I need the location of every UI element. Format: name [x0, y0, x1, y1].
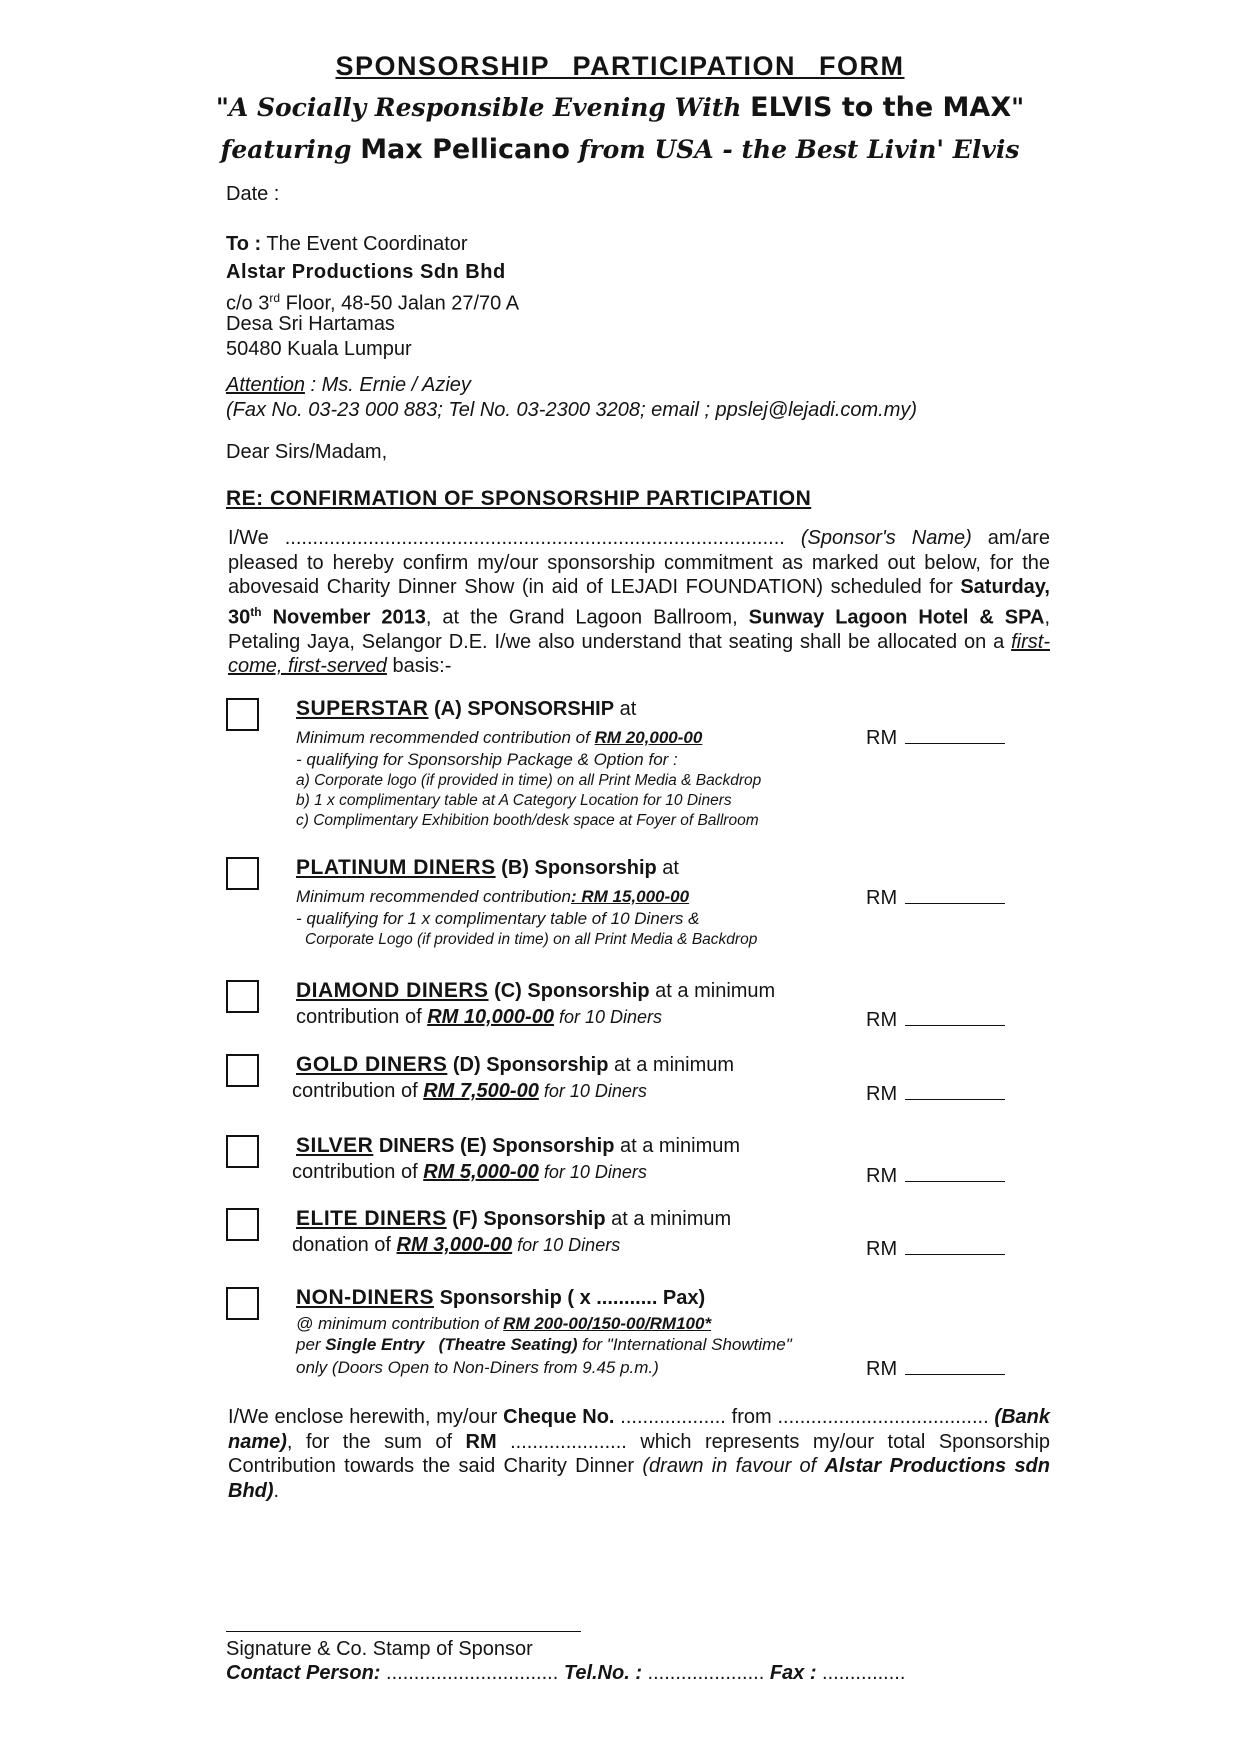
superstar-benefit-c: c) Complimentary Exhibition booth/desk space at Foyer of Ballroom: [296, 812, 759, 829]
addressee-to: To : The Event Coordinator: [226, 233, 468, 255]
tel-field[interactable]: .....................: [642, 1662, 770, 1684]
silver-title: SILVER DINERS (E) Sponsorship at a minimum: [296, 1134, 741, 1157]
diamond-title: DIAMOND DINERS (C) Sponsorship at a minimum: [296, 979, 776, 1002]
event-subtitle: "A Socially Responsible Evening With ELVIS to the MAX": [215, 92, 1025, 123]
contact-line: (Fax No. 03-23 000 883; Tel No. 03-2300 3208; email ; ppslej@lejadi.com.my): [226, 399, 918, 421]
platinum-benefit: Corporate Logo (if provided in time) on all Print Media & Backdrop: [305, 931, 758, 948]
address-line-3: 50480 Kuala Lumpur: [226, 338, 412, 360]
elite-checkbox[interactable]: [226, 1208, 259, 1241]
intro-paragraph: I/We .......................................................................................... (Sponsor's Name) am/are pleased to hereby confirm my/our sponsorship commitment as marked out below, for the abovesaid Charity Dinner Show (in aid of LEJADI FOUNDATION) scheduled for Saturday, 30th November 2013, at the Grand Lagoon Ballroom, Sunway Lagoon Hotel & SPA, Petaling Jaya, Selangor D.E. I/we also understand that seating shall be allocated on a first-come, first-served basis:-: [228, 527, 1051, 678]
superstar-title: SUPERSTAR (A) SPONSORSHIP at: [296, 697, 637, 720]
nondiners-doors: only (Doors Open to Non-Diners from 9.45 p.m.): [296, 1358, 659, 1377]
featuring-line: featuring Max Pellicano from USA - the Best Livin' Elvis: [220, 134, 1020, 165]
contact-person-label: Contact Person:: [226, 1662, 381, 1684]
superstar-min: Minimum recommended contribution of RM 20,000-00: [296, 728, 703, 747]
address-line-1: c/o 3rd Floor, 48-50 Jalan 27/70 A: [226, 291, 520, 315]
elite-title: ELITE DINERS (F) Sponsorship at a minimum: [296, 1207, 732, 1230]
superstar-qualify: - qualifying for Sponsorship Package & Option for :: [296, 750, 678, 769]
gold-checkbox[interactable]: [226, 1054, 259, 1087]
platinum-amount-field[interactable]: RM: [866, 887, 1005, 910]
silver-checkbox[interactable]: [226, 1135, 259, 1168]
nondiners-amount-field[interactable]: RM: [866, 1358, 1005, 1381]
nondiners-title: NON-DINERS Sponsorship ( x ........... Pax): [296, 1286, 706, 1309]
nondiners-checkbox[interactable]: [226, 1287, 259, 1320]
cheque-paragraph: I/We enclose herewith, my/our Cheque No. ................... from ...................................... (Bank name), for the sum of RM ..................... which represents my/our total Sponsorship Contribution towards the said Charity Dinner (drawn in favour of Alstar Productions sdn Bhd).: [228, 1406, 1051, 1502]
superstar-benefit-a: a) Corporate logo (if provided in time) on all Print Media & Backdrop: [296, 772, 762, 789]
platinum-min: Minimum recommended contribution: RM 15,000-00: [296, 887, 690, 906]
nondiners-entry: per Single Entry (Theatre Seating) for "International Showtime": [296, 1335, 792, 1354]
platinum-checkbox[interactable]: [226, 857, 259, 890]
gold-title: GOLD DINERS (D) Sponsorship at a minimum: [296, 1053, 735, 1076]
elite-amount-field[interactable]: RM: [866, 1238, 1005, 1261]
superstar-checkbox[interactable]: [226, 698, 259, 731]
form-title: SPONSORSHIP PARTICIPATION FORM: [335, 51, 905, 81]
salutation: Dear Sirs/Madam,: [226, 441, 388, 463]
gold-min: contribution of RM 7,500-00 for 10 Diners: [292, 1080, 647, 1102]
superstar-amount-field[interactable]: RM: [866, 727, 1005, 750]
fax-label: Fax :: [769, 1662, 817, 1684]
silver-min: contribution of RM 5,000-00 for 10 Diners: [292, 1161, 647, 1183]
platinum-title: PLATINUM DINERS (B) Sponsorship at: [296, 856, 679, 879]
signature-label: Signature & Co. Stamp of Sponsor: [226, 1638, 533, 1660]
elite-min: donation of RM 3,000-00 for 10 Diners: [292, 1234, 621, 1256]
re-heading: RE: CONFIRMATION OF SPONSORSHIP PARTICIPATION: [226, 487, 812, 510]
attention-line: Attention : Ms. Ernie / Aziey: [226, 374, 471, 396]
address-line-2: Desa Sri Hartamas: [226, 313, 395, 335]
gold-amount-field[interactable]: RM: [866, 1083, 1005, 1106]
tel-label: Tel.No. :: [563, 1662, 642, 1684]
signature-line[interactable]: [226, 1631, 581, 1632]
nondiners-min: @ minimum contribution of RM 200-00/150-00/RM100*: [296, 1314, 712, 1333]
diamond-amount-field[interactable]: RM: [866, 1009, 1005, 1032]
superstar-benefit-b: b) 1 x complimentary table at A Category Location for 10 Diners: [296, 792, 732, 809]
contact-row: [226, 1662, 905, 1685]
diamond-min: contribution of RM 10,000-00 for 10 Diners: [296, 1006, 662, 1028]
company-name: Alstar Productions Sdn Bhd: [226, 261, 506, 283]
fax-field[interactable]: ...............: [816, 1662, 906, 1684]
date-label: Date :: [226, 183, 280, 205]
platinum-qualify: - qualifying for 1 x complimentary table of 10 Diners &: [296, 909, 700, 928]
silver-amount-field[interactable]: RM: [866, 1165, 1005, 1188]
contact-person-field[interactable]: ...............................: [380, 1662, 564, 1684]
diamond-checkbox[interactable]: [226, 980, 259, 1013]
